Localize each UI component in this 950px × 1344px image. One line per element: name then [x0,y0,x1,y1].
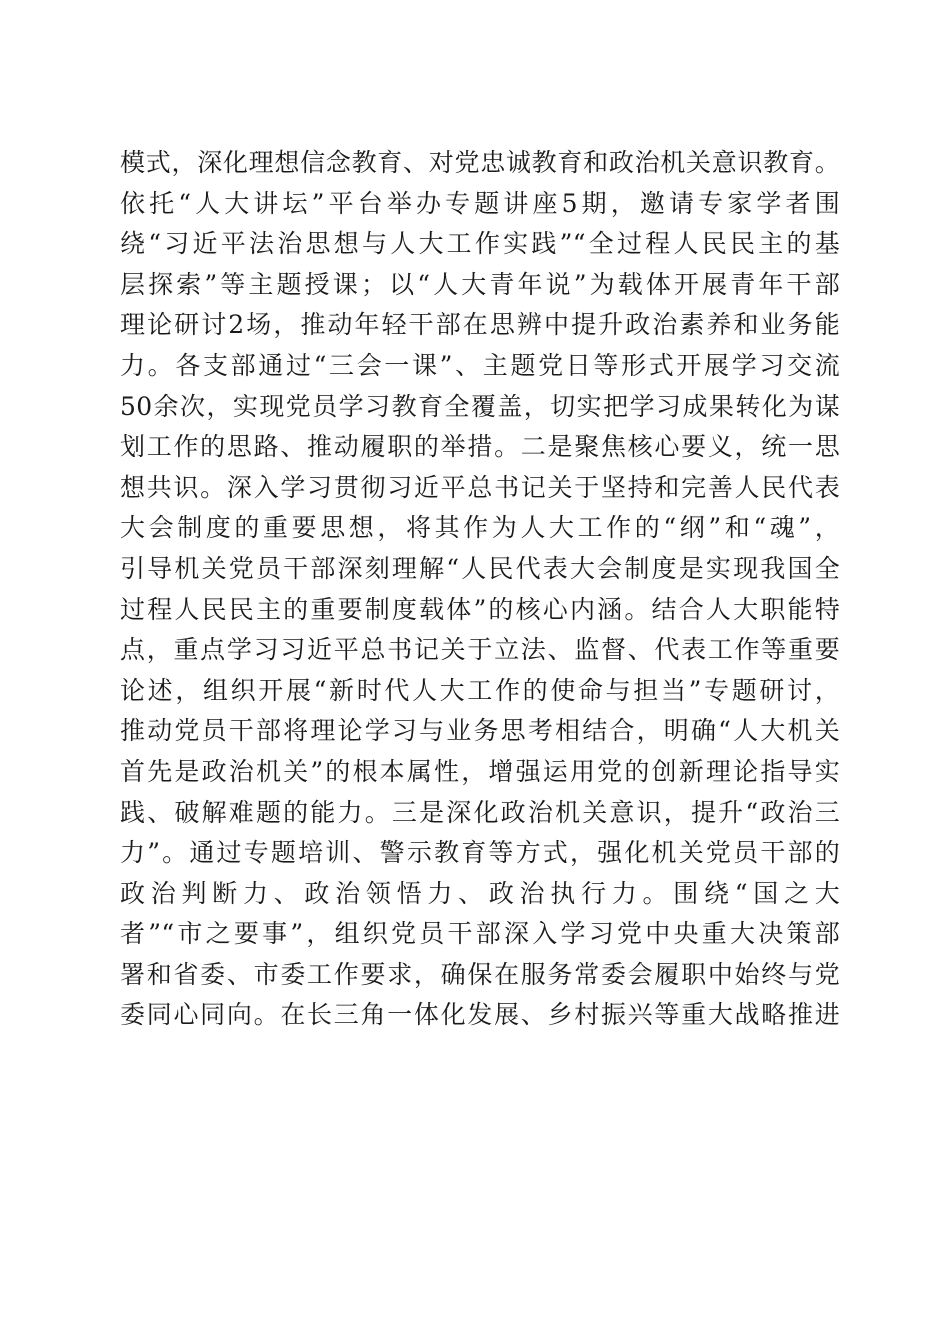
body-paragraph [120,143,840,1036]
text-line-13: 点，重点学习习近平总书记关于立法、监督、代表工作等重要 [120,635,840,665]
text-line-11: 引导机关党员干部深刻理解“人民代表大会制度是实现我国全 [120,553,840,583]
text-line-10: 大会制度的重要思想，将其作为人大工作的“纲”和“魂”， [120,513,840,543]
text-line-12: 过程人民民主的重要制度载体”的核心内涵。结合人大职能特 [120,594,840,624]
text-line-21: 署和省委、市委工作要求，确保在服务常委会履职中始终与党 [120,959,840,989]
text-line-20: 者”“市之要事”，组织党员干部深入学习党中央重大决策部 [120,919,840,949]
text-line-5: 理论研讨2场，推动年轻干部在思辨中提升政治素养和业务能 [120,310,840,340]
text-line-3: 绕“习近平法治思想与人大工作实践”“全过程人民民主的基 [120,229,840,259]
text-line-19: 政治判断力、政治领悟力、政治执行力。围绕“国之大 [120,878,840,908]
text-line-1: 模式，深化理想信念教育、对党忠诚教育和政治机关意识教育。 [120,148,840,177]
text-line-8: 划工作的思路、推动履职的举措。二是聚焦核心要义，统一思 [120,432,840,462]
text-line-2: 依托“人大讲坛”平台举办专题讲座5期，邀请专家学者围 [120,188,840,218]
text-line-16: 首先是政治机关”的根本属性，增强运用党的创新理论指导实 [120,756,840,786]
text-line-6: 力。各支部通过“三会一课”、主题党日等形式开展学习交流 [120,350,840,380]
text-line-22: 委同心同向。在长三角一体化发展、乡村振兴等重大战略推进 [120,1000,840,1030]
text-line-17: 践、破解难题的能力。三是深化政治机关意识，提升“政治三 [120,797,840,827]
text-line-15: 推动党员干部将理论学习与业务思考相结合，明确“人大机关 [120,716,840,746]
text-line-7: 50余次，实现党员学习教育全覆盖，切实把学习成果转化为谋 [120,391,840,421]
text-line-18: 力”。通过专题培训、警示教育等方式，强化机关党员干部的 [120,838,840,868]
text-line-4: 层探索”等主题授课；以“人大青年说”为载体开展青年干部 [120,269,840,299]
text-line-14: 论述，组织开展“新时代人大工作的使命与担当”专题研讨， [120,675,840,705]
text-line-9: 想共识。深入学习贯彻习近平总书记关于坚持和完善人民代表 [120,472,840,502]
